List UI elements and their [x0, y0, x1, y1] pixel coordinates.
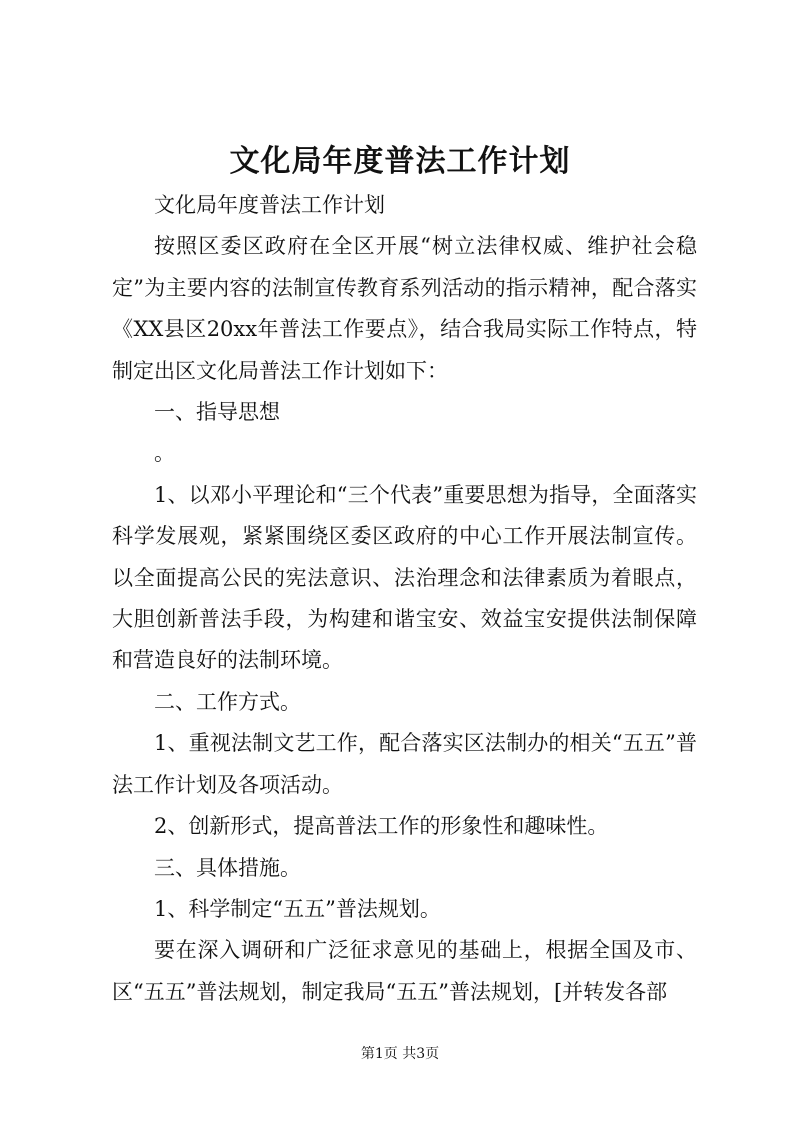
paragraph-measure-1-detail: 要在深入调研和广泛征求意见的基础上，根据全国及市、区“五五”普法规划，制定我局“五五”普法规划，[并转发各部 [112, 938, 697, 1004]
page-footer: 第1页 共3页 [360, 1046, 440, 1062]
paragraph-measure-1: 1、科学制定“五五”普法规划。 [154, 896, 441, 921]
document-body [112, 185, 697, 1013]
paragraph-guiding-1: 1、以邓小平理论和“三个代表”重要思想为指导，全面落实科学发展观，紧紧围绕区委区政府的中心工作开展法制宣传。以全面提高公民的宪法意识、法治理念和法律素质为着眼点，大胆创新普法手段，为构建和谐宝安、效益宝安提供法制保障和营造良好的法制环境。 [112, 482, 697, 673]
paragraph-method-1: 1、重视法制文艺工作，配合落实区法制办的相关“五五”普法工作计划及各项活动。 [112, 731, 697, 797]
paragraph-period: 。 [154, 441, 175, 466]
section-heading-measures: 三、具体措施。 [154, 855, 301, 880]
document-title: 文化局年度普法工作计划 [229, 144, 571, 179]
paragraph-subtitle: 文化局年度普法工作计划 [154, 193, 385, 217]
section-heading-guiding-ideology: 一、指导思想 [154, 400, 280, 425]
paragraph-method-2: 2、创新形式，提高普法工作的形象性和趣味性。 [154, 814, 609, 839]
section-heading-work-methods: 二、工作方式。 [154, 689, 301, 714]
paragraph-intro: 按照区委区政府在全区开展“树立法律权威、维护社会稳定”为主要内容的法制宣传教育系列活动的指示精神，配合落实《XX县区20xx年普法工作要点》，结合我局实际工作特点，特制定出区文化局普法工作计划如下： [112, 234, 697, 383]
